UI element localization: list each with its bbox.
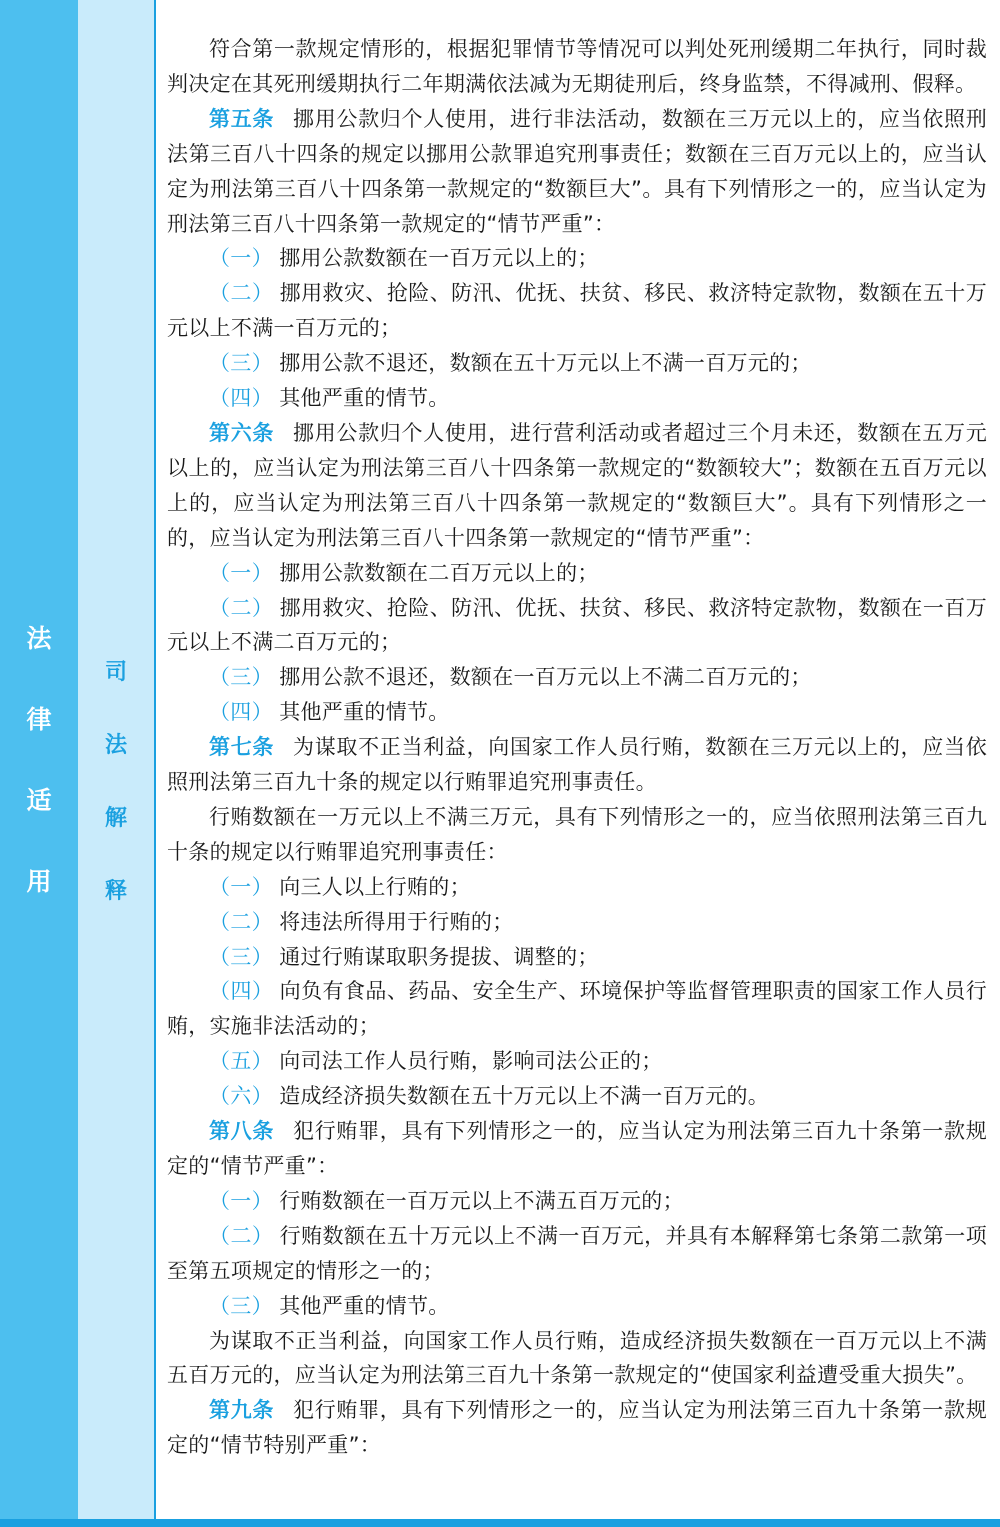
sidebar-char: 律 xyxy=(26,705,52,734)
article-paragraph xyxy=(167,102,987,242)
sidebar-char: 释 xyxy=(104,879,127,904)
paragraph-text: 为谋取不正当利益，向国家工作人员行贿，造成经济损失数额在一百万元以上不满五百万元的，应当认定为刑法第三百九十条第一款规定的“使国家利益遭受重大损失”。 xyxy=(167,1328,987,1388)
section-label-inner xyxy=(78,636,154,928)
article-number: 第七条 xyxy=(209,735,275,760)
list-item-number: （三） xyxy=(209,665,273,690)
article-number: 第九条 xyxy=(209,1398,275,1423)
section-label-outer xyxy=(0,598,78,922)
list-item xyxy=(167,870,987,905)
list-item xyxy=(167,346,987,381)
list-item xyxy=(167,660,987,695)
list-item xyxy=(167,695,987,730)
paragraph-text: 行贿数额在五十万元以上不满一百万元，并具有本解释第七条第二款第一项至第五项规定的情形之一的； xyxy=(167,1223,987,1283)
paragraph-text: 向三人以上行贿的； xyxy=(279,874,471,899)
list-item xyxy=(167,940,987,975)
list-item-number: （四） xyxy=(209,386,273,411)
list-item xyxy=(167,556,987,591)
paragraph-text: 其他严重的情节。 xyxy=(279,1293,450,1318)
list-item-number: （二） xyxy=(209,281,274,306)
divider-line xyxy=(154,0,156,1522)
body-paragraph xyxy=(167,800,987,870)
list-item xyxy=(167,1219,987,1289)
list-item-number: （一） xyxy=(209,246,273,271)
paragraph-text: 通过行贿谋取职务提拔、调整的； xyxy=(279,944,599,969)
list-item-number: （二） xyxy=(209,909,273,934)
list-item xyxy=(167,591,987,661)
body-paragraph xyxy=(167,32,987,102)
paragraph-text: 向负有食品、药品、安全生产、环境保护等监督管理职责的国家工作人员行贿，实施非法活动的； xyxy=(167,979,987,1039)
paragraph-text: 行贿数额在一百万元以上不满五百万元的； xyxy=(279,1188,684,1213)
paragraph-text: 挪用公款数额在二百万元以上的； xyxy=(279,560,599,585)
list-item xyxy=(167,381,987,416)
paragraph-text: 挪用公款归个人使用，进行非法活动，数额在三万元以上的，应当依照刑法第三百八十四条的规定以挪用公款罪追究刑事责任；数额在三百万元以上的，应当认定为刑法第三百八十四条第一款规定的“数额巨大”。具有下列情形之一的，应当认定为刑法第三百八十四条第一款规定的“情节严重”： xyxy=(167,106,987,236)
article-paragraph xyxy=(167,1114,987,1184)
paragraph-text: 行贿数额在一万元以上不满三万元，具有下列情形之一的，应当依照刑法第三百九十条的规定以行贿罪追究刑事责任： xyxy=(167,804,987,864)
list-item-number: （六） xyxy=(209,1084,273,1109)
list-item xyxy=(167,276,987,346)
paragraph-text: 挪用公款不退还，数额在一百万元以上不满二百万元的； xyxy=(279,665,812,690)
list-item-number: （五） xyxy=(209,1049,273,1074)
paragraph-text: 挪用救灾、抢险、防汛、优抚、扶贫、移民、救济特定款物，数额在一百万元以上不满二百万元的； xyxy=(167,595,987,655)
article-paragraph xyxy=(167,1393,987,1463)
paragraph-text: 向司法工作人员行贿，影响司法公正的； xyxy=(279,1049,663,1074)
sidebar-char: 司 xyxy=(104,660,127,685)
bottom-rule xyxy=(0,1519,1000,1527)
paragraph-text: 挪用救灾、抢险、防汛、优抚、扶贫、移民、救济特定款物，数额在五十万元以上不满一百万元的； xyxy=(167,281,987,341)
paragraph-text: 犯行贿罪，具有下列情形之一的，应当认定为刑法第三百九十条第一款规定的“情节严重”： xyxy=(167,1119,987,1178)
paragraph-text: 犯行贿罪，具有下列情形之一的，应当认定为刑法第三百九十条第一款规定的“情节特别严重”： xyxy=(167,1398,987,1458)
paragraph-text: 其他严重的情节。 xyxy=(279,700,450,725)
paragraph-text: 将违法所得用于行贿的； xyxy=(279,909,514,934)
article-paragraph xyxy=(167,416,987,556)
article-number: 第六条 xyxy=(209,420,275,445)
paragraph-text: 其他严重的情节。 xyxy=(279,386,450,411)
list-item-number: （一） xyxy=(209,560,273,585)
list-item xyxy=(167,241,987,276)
paragraph-text: 挪用公款不退还，数额在五十万元以上不满一百万元的； xyxy=(279,351,812,376)
paragraph-text: 为谋取不正当利益，向国家工作人员行贿，数额在三万元以上的，应当依照刑法第三百九十条的规定以行贿罪追究刑事责任。 xyxy=(167,735,987,795)
sidebar-char: 用 xyxy=(26,867,52,896)
list-item xyxy=(167,1044,987,1079)
document-body xyxy=(167,32,987,1463)
list-item xyxy=(167,974,987,1044)
list-item-number: （一） xyxy=(209,1188,273,1213)
list-item-number: （四） xyxy=(209,979,274,1004)
list-item-number: （四） xyxy=(209,700,273,725)
paragraph-text: 挪用公款数额在一百万元以上的； xyxy=(279,246,599,271)
list-item xyxy=(167,1289,987,1324)
list-item-number: （一） xyxy=(209,874,273,899)
article-number: 第五条 xyxy=(209,106,275,131)
paragraph-text: 符合第一款规定情形的，根据犯罪情节等情况可以判处死刑缓期二年执行，同时裁判决定在其死刑缓期执行二年期满依法减为无期徒刑后，终身监禁，不得减刑、假释。 xyxy=(167,37,987,96)
sidebar-char: 法 xyxy=(26,624,52,653)
list-item-number: （二） xyxy=(209,1223,274,1248)
paragraph-text: 挪用公款归个人使用，进行营利活动或者超过三个月未还，数额在五万元以上的，应当认定为刑法第三百八十四条第一款规定的“数额较大”；数额在五百万元以上的，应当认定为刑法第三百八十四条第一款规定的“数额巨大”。具有下列情形之一的，应当认定为刑法第三百八十四条第一款规定的“情节严重”： xyxy=(167,420,987,550)
list-item-number: （三） xyxy=(209,944,273,969)
sidebar-char: 解 xyxy=(104,806,127,831)
body-paragraph xyxy=(167,1324,987,1394)
list-item xyxy=(167,1184,987,1219)
sidebar-char: 适 xyxy=(26,786,52,815)
list-item xyxy=(167,1079,987,1114)
list-item xyxy=(167,905,987,940)
list-item-number: （三） xyxy=(209,351,273,376)
sidebar-char: 法 xyxy=(104,733,127,758)
article-number: 第八条 xyxy=(209,1119,275,1144)
list-item-number: （三） xyxy=(209,1293,273,1318)
list-item-number: （二） xyxy=(209,595,274,620)
article-paragraph xyxy=(167,730,987,800)
paragraph-text: 造成经济损失数额在五十万元以上不满一百万元的。 xyxy=(279,1084,770,1109)
